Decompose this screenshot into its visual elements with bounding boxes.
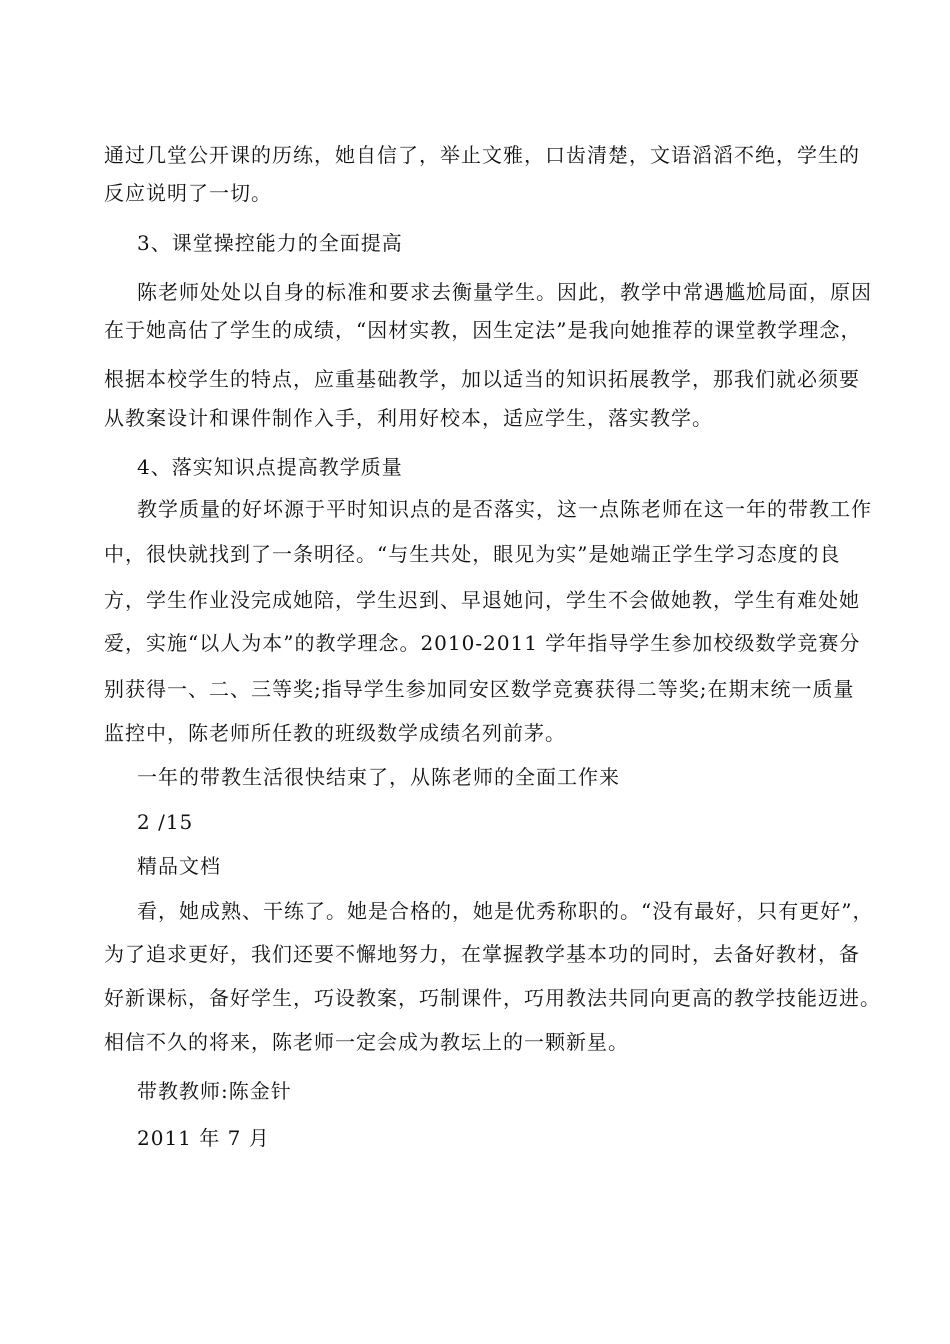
body-text-line: 通过几堂公开课的历练，她自信了，举止文雅，口齿清楚，文语滔滔不绝，学生的: [104, 143, 860, 167]
signature-line: 带教教师:陈金针: [137, 1079, 292, 1103]
page-number: 2 /15: [137, 810, 194, 834]
body-text-line: 看，她成熟、干练了。她是合格的，她是优秀称职的。“没有最好，只有更好”，: [137, 899, 874, 923]
document-header-label: 精品文档: [137, 854, 221, 878]
body-text-line: 一年的带教生活很快结束了，从陈老师的全面工作来: [137, 765, 620, 789]
body-text-line: 别获得一、二、三等奖;指导学生参加同安区数学竞赛获得二等奖;在期末统一质量: [104, 677, 855, 701]
body-text-line: 方，学生作业没完成她陪，学生迟到、早退她问，学生不会做她教，学生有难处她: [104, 588, 860, 612]
body-text-line: 监控中，陈老师所任教的班级数学成绩名列前茅。: [104, 721, 566, 745]
body-text-line: 从教案设计和课件制作入手，利用好校本，适应学生，落实教学。: [104, 406, 713, 430]
body-text-line: 反应说明了一切。: [104, 181, 272, 205]
body-text-line: 陈老师处处以自身的标准和要求去衡量学生。因此，教学中常遇尴尬局面，原因: [137, 280, 872, 304]
body-text-line: 在于她高估了学生的成绩，“因材实教，因生定法”是我向她推荐的课堂教学理念，: [104, 318, 862, 342]
body-text-line: 好新课标，备好学生，巧设教案，巧制课件，巧用教法共同向更高的教学技能迈进。: [104, 986, 881, 1010]
body-text-line: 为了追求更好，我们还要不懈地努力，在掌握教学基本功的同时，去备好教材，备: [104, 942, 860, 966]
body-text-line: 根据本校学生的特点，应重基础教学，加以适当的知识拓展教学，那我们就必须要: [104, 367, 860, 391]
section-heading: 3、课堂操控能力的全面提高: [137, 231, 403, 255]
body-text-line: 教学质量的好坏源于平时知识点的是否落实，这一点陈老师在这一年的带教工作: [137, 497, 872, 521]
body-text-line: 相信不久的将来，陈老师一定会成为教坛上的一颗新星。: [104, 1030, 629, 1054]
section-heading: 4、落实知识点提高教学质量: [137, 455, 403, 479]
body-text-line: 爱，实施“以人为本”的教学理念。2010-2011 学年指导学生参加校级数学竞赛分: [104, 631, 861, 655]
date-line: 2011 年 7 月: [137, 1126, 270, 1150]
body-text-line: 中，很快就找到了一条明径。“与生共处，眼见为实”是她端正学生学习态度的良: [104, 542, 841, 566]
